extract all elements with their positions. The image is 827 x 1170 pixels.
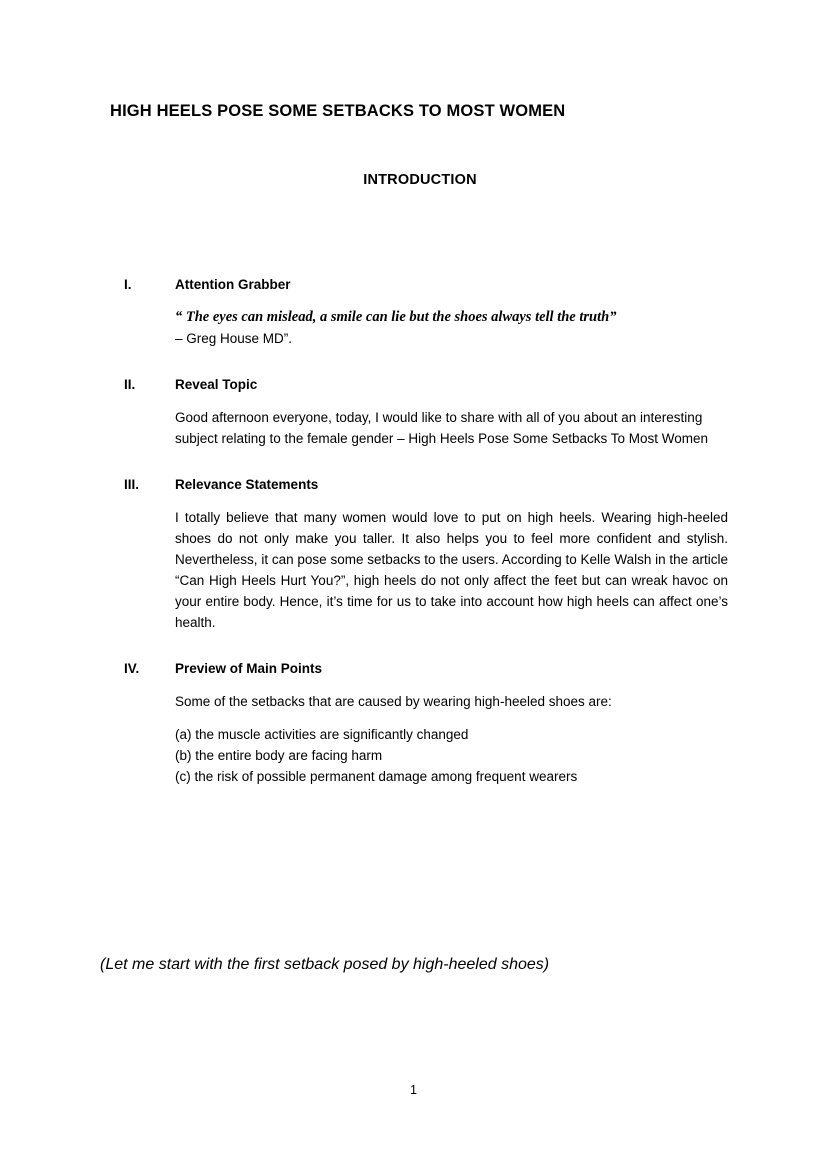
attention-grabber-attribution: – Greg House MD”. (175, 331, 293, 346)
outline-item-body (175, 507, 728, 633)
outline-item-header (124, 375, 728, 395)
document-title: HIGH HEELS POSE SOME SETBACKS TO MOST WOMEN (110, 102, 566, 120)
outline-item-header (124, 275, 728, 295)
outline-item-label: Relevance Statements (175, 477, 319, 492)
outline-item-relevance-statements (124, 475, 728, 633)
outline-item-preview-main-points (124, 659, 728, 787)
attention-grabber-quote: “ The eyes can mislead, a smile can lie but the shoes always tell the truth” (175, 309, 617, 325)
sub-point-b: (b) the entire body are facing harm (175, 748, 383, 763)
outline-item-reveal-topic (124, 375, 728, 449)
outline-item-body (175, 691, 728, 787)
outline-item-numeral: I. (124, 277, 132, 292)
transition-statement: (Let me start with the first setback posed by high-heeled shoes) (100, 956, 550, 973)
outline-item-body (175, 407, 728, 449)
preview-main-points-sublist (175, 724, 728, 787)
outline-item-header (124, 475, 728, 495)
preview-main-points-intro: Some of the setbacks that are caused by wearing high-heeled shoes are: (175, 694, 612, 709)
relevance-statements-paragraph: I totally believe that many women would love to put on high heels. Wearing high-heeled shoes do not only make you taller. It also helps you to feel more confident and stylish. Nevertheless, it can pose some setbacks to the users. According to Kelle Walsh in the article “Can High Heels Hurt You?”, high heels do not only affect the feet but can wreak havoc on your entire body. Hence, it’s time for us to take into account how high heels can affect one’s health. (175, 510, 728, 630)
outline-item-label: Attention Grabber (175, 277, 291, 292)
outline-item-body (175, 307, 728, 349)
outline-item-label: Reveal Topic (175, 377, 258, 392)
outline-list (124, 275, 728, 787)
section-heading-introduction: INTRODUCTION (363, 172, 477, 188)
reveal-topic-paragraph: Good afternoon everyone, today, I would like to share with all of you about an interesting subject relating to the female gender – High Heels Pose Some Setbacks To Most Women (175, 410, 709, 446)
outline-item-numeral: IV. (124, 661, 140, 676)
outline-item-numeral: III. (124, 477, 140, 492)
outline-item-numeral: II. (124, 377, 136, 392)
outline-item-header (124, 659, 728, 679)
sub-point-c: (c) the risk of possible permanent damage among frequent wearers (175, 769, 578, 784)
outline-item-label: Preview of Main Points (175, 661, 323, 676)
outline-item-attention-grabber (124, 275, 728, 349)
sub-point-a: (a) the muscle activities are significantly changed (175, 727, 469, 742)
page-number: 1 (410, 1083, 417, 1097)
